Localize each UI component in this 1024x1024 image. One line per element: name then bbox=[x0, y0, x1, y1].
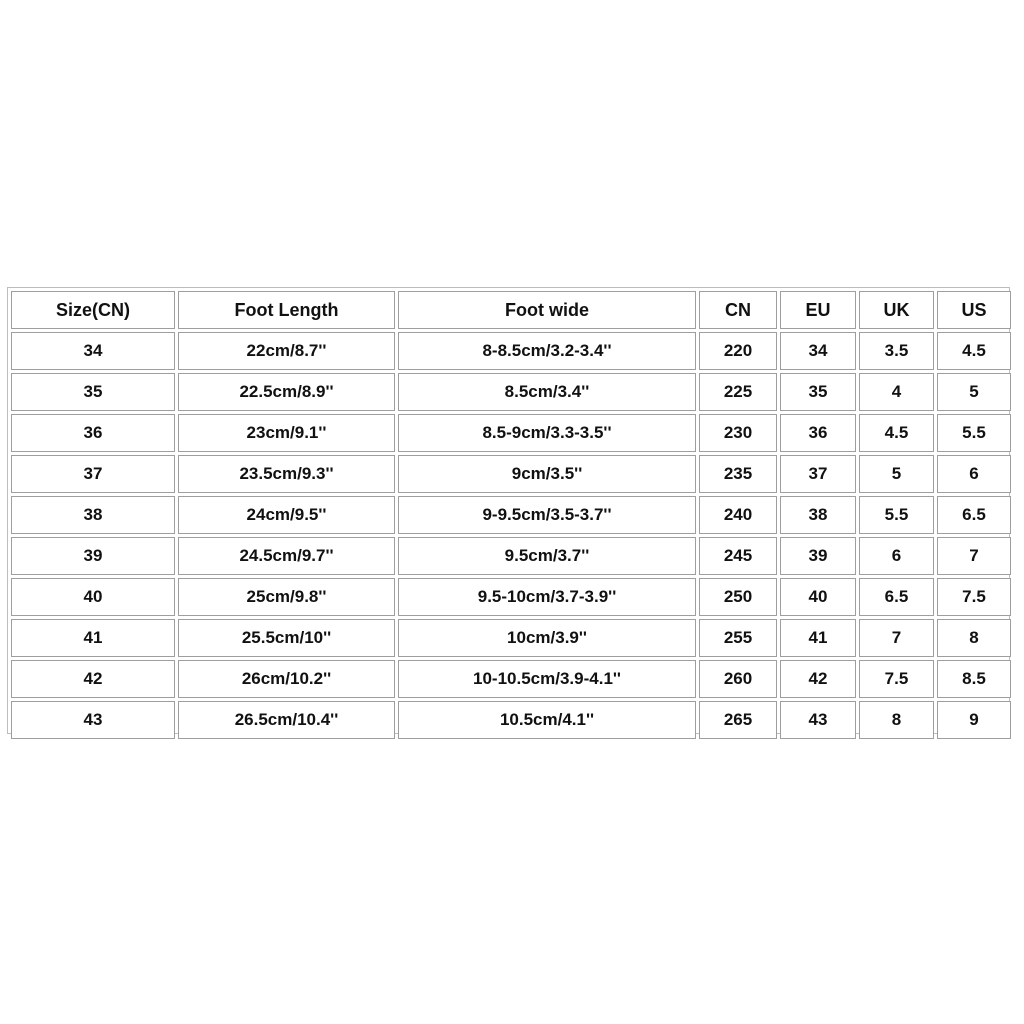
cell-cn: 235 bbox=[699, 455, 777, 493]
table-row bbox=[11, 660, 1011, 698]
cell-uk: 6.5 bbox=[859, 578, 934, 616]
cell-size-cn: 35 bbox=[11, 373, 175, 411]
table-row bbox=[11, 373, 1011, 411]
cell-us: 8.5 bbox=[937, 660, 1011, 698]
cell-eu: 34 bbox=[780, 332, 856, 370]
cell-foot-length: 25cm/9.8'' bbox=[178, 578, 395, 616]
cell-cn: 230 bbox=[699, 414, 777, 452]
cell-cn: 245 bbox=[699, 537, 777, 575]
cell-size-cn: 34 bbox=[11, 332, 175, 370]
cell-foot-wide: 10-10.5cm/3.9-4.1'' bbox=[398, 660, 696, 698]
cell-us: 8 bbox=[937, 619, 1011, 657]
cell-uk: 6 bbox=[859, 537, 934, 575]
cell-foot-length: 26.5cm/10.4'' bbox=[178, 701, 395, 739]
cell-foot-length: 22.5cm/8.9'' bbox=[178, 373, 395, 411]
header-size-cn: Size(CN) bbox=[11, 291, 175, 329]
cell-eu: 38 bbox=[780, 496, 856, 534]
cell-foot-length: 26cm/10.2'' bbox=[178, 660, 395, 698]
cell-foot-length: 23.5cm/9.3'' bbox=[178, 455, 395, 493]
cell-us: 6.5 bbox=[937, 496, 1011, 534]
cell-uk: 7 bbox=[859, 619, 934, 657]
table-body bbox=[11, 332, 1011, 739]
cell-uk: 5.5 bbox=[859, 496, 934, 534]
cell-uk: 8 bbox=[859, 701, 934, 739]
cell-uk: 4 bbox=[859, 373, 934, 411]
cell-eu: 42 bbox=[780, 660, 856, 698]
table-row bbox=[11, 701, 1011, 739]
cell-foot-wide: 9cm/3.5'' bbox=[398, 455, 696, 493]
cell-us: 9 bbox=[937, 701, 1011, 739]
cell-eu: 41 bbox=[780, 619, 856, 657]
header-us: US bbox=[937, 291, 1011, 329]
cell-foot-wide: 8-8.5cm/3.2-3.4'' bbox=[398, 332, 696, 370]
cell-foot-wide: 10cm/3.9'' bbox=[398, 619, 696, 657]
cell-foot-wide: 9-9.5cm/3.5-3.7'' bbox=[398, 496, 696, 534]
cell-uk: 4.5 bbox=[859, 414, 934, 452]
cell-eu: 39 bbox=[780, 537, 856, 575]
cell-eu: 37 bbox=[780, 455, 856, 493]
table-row bbox=[11, 332, 1011, 370]
table-row bbox=[11, 578, 1011, 616]
header-eu: EU bbox=[780, 291, 856, 329]
cell-foot-length: 24cm/9.5'' bbox=[178, 496, 395, 534]
header-cn: CN bbox=[699, 291, 777, 329]
table-row bbox=[11, 414, 1011, 452]
cell-foot-wide: 10.5cm/4.1'' bbox=[398, 701, 696, 739]
cell-cn: 250 bbox=[699, 578, 777, 616]
cell-cn: 260 bbox=[699, 660, 777, 698]
cell-uk: 5 bbox=[859, 455, 934, 493]
cell-eu: 36 bbox=[780, 414, 856, 452]
cell-uk: 7.5 bbox=[859, 660, 934, 698]
cell-foot-length: 25.5cm/10'' bbox=[178, 619, 395, 657]
table-row bbox=[11, 619, 1011, 657]
cell-foot-length: 23cm/9.1'' bbox=[178, 414, 395, 452]
cell-size-cn: 40 bbox=[11, 578, 175, 616]
header-foot-wide: Foot wide bbox=[398, 291, 696, 329]
cell-foot-wide: 9.5cm/3.7'' bbox=[398, 537, 696, 575]
cell-us: 7 bbox=[937, 537, 1011, 575]
cell-cn: 265 bbox=[699, 701, 777, 739]
cell-cn: 225 bbox=[699, 373, 777, 411]
cell-us: 6 bbox=[937, 455, 1011, 493]
cell-eu: 43 bbox=[780, 701, 856, 739]
cell-foot-length: 24.5cm/9.7'' bbox=[178, 537, 395, 575]
cell-size-cn: 38 bbox=[11, 496, 175, 534]
table-row bbox=[11, 537, 1011, 575]
cell-cn: 220 bbox=[699, 332, 777, 370]
cell-size-cn: 43 bbox=[11, 701, 175, 739]
cell-size-cn: 41 bbox=[11, 619, 175, 657]
size-chart-table bbox=[8, 288, 1014, 742]
table-row bbox=[11, 496, 1011, 534]
cell-size-cn: 39 bbox=[11, 537, 175, 575]
cell-us: 5.5 bbox=[937, 414, 1011, 452]
cell-size-cn: 37 bbox=[11, 455, 175, 493]
cell-us: 7.5 bbox=[937, 578, 1011, 616]
cell-uk: 3.5 bbox=[859, 332, 934, 370]
header-row bbox=[11, 291, 1011, 329]
cell-eu: 40 bbox=[780, 578, 856, 616]
header-foot-length: Foot Length bbox=[178, 291, 395, 329]
cell-cn: 255 bbox=[699, 619, 777, 657]
cell-foot-wide: 9.5-10cm/3.7-3.9'' bbox=[398, 578, 696, 616]
cell-us: 4.5 bbox=[937, 332, 1011, 370]
cell-size-cn: 36 bbox=[11, 414, 175, 452]
table-row bbox=[11, 455, 1011, 493]
header-uk: UK bbox=[859, 291, 934, 329]
cell-cn: 240 bbox=[699, 496, 777, 534]
cell-size-cn: 42 bbox=[11, 660, 175, 698]
size-chart-table-frame bbox=[7, 287, 1010, 734]
cell-eu: 35 bbox=[780, 373, 856, 411]
cell-foot-wide: 8.5-9cm/3.3-3.5'' bbox=[398, 414, 696, 452]
cell-foot-length: 22cm/8.7'' bbox=[178, 332, 395, 370]
cell-us: 5 bbox=[937, 373, 1011, 411]
cell-foot-wide: 8.5cm/3.4'' bbox=[398, 373, 696, 411]
